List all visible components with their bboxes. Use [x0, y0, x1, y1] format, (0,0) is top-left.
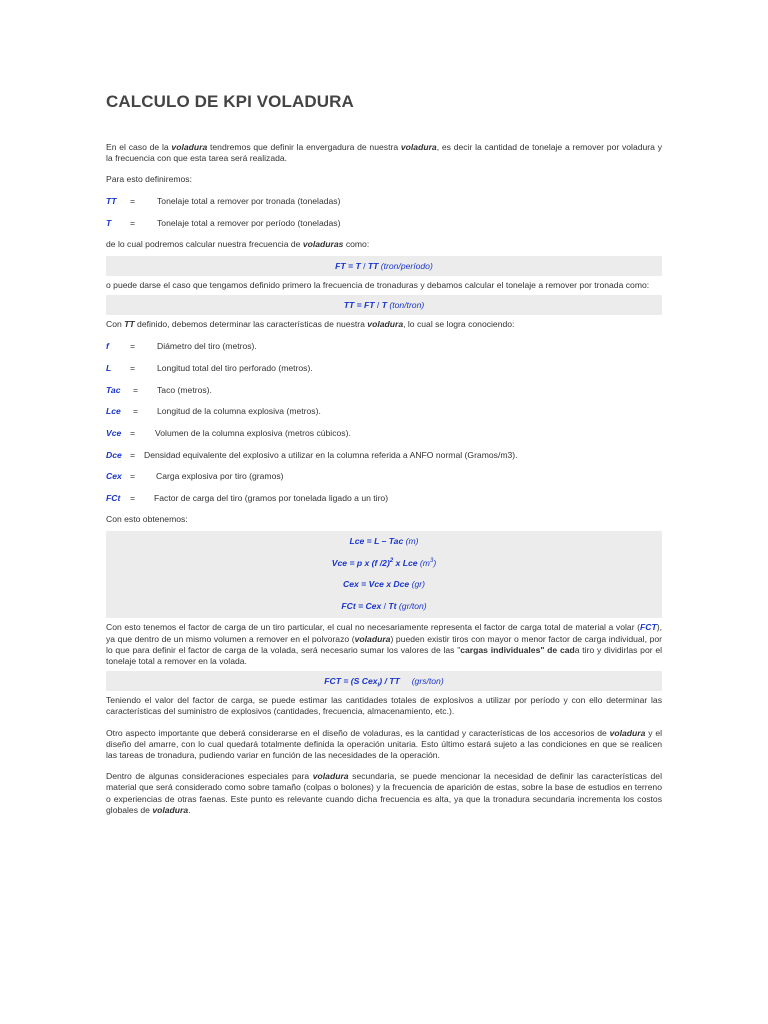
con-tt-line [106, 319, 662, 330]
factor-text-3: ) pueden existir tiros con mayor o menor factor de carga individual, por lo que para definir el factor de carga de la volada, será necesario sumar los valores de las " [106, 633, 662, 655]
otro-aspecto-keyword: voladura [609, 727, 646, 738]
intro-paragraph [106, 142, 662, 164]
formula-group-box [106, 531, 662, 618]
con-tt-text-1: Con [106, 319, 125, 330]
formula-lce-main: Lce = L – Tac [349, 536, 404, 547]
def-text: Volumen de la columna explosiva (metros cúbicos). [155, 427, 351, 438]
def-tt-text: Tonelaje total a remover por tronada (toneladas) [157, 195, 341, 206]
formula-fct-unit: (gr/ton) [396, 600, 427, 611]
def-t [106, 218, 662, 229]
def-tt [106, 196, 662, 207]
def-symbol: Lce [106, 406, 121, 417]
def-text: Factor de carga del tiro (gramos por tonelada ligado a un tiro) [154, 493, 389, 504]
formula-ft-main: FT = T [335, 261, 361, 272]
def-text: Diámetro del tiro (metros). [157, 341, 257, 352]
def-t-eq: = [130, 217, 136, 228]
formula-ft-unit: (tron/período) [378, 261, 433, 272]
para-esto: Para esto definiremos: [106, 174, 192, 185]
formula-vce [106, 558, 662, 569]
intro-text-3: , es decir la cantidad de tonelaje a remover por voladura y la frecuencia con que esta tarea será realizada. [106, 142, 662, 164]
def-symbol: f [106, 341, 109, 352]
formula-vce-main-b: x Lce [393, 557, 418, 568]
intro-keyword-1: voladura [171, 142, 208, 152]
document-body [106, 142, 662, 816]
dentro-keyword-1: voladura [312, 771, 349, 782]
def-row [106, 450, 662, 461]
def-row [106, 385, 662, 396]
intro-text-1: En el caso de la [106, 142, 172, 152]
def-text: Taco (metros). [157, 384, 212, 395]
formula-vce-main-a: Vce = p x (f /2) [331, 557, 390, 568]
formula-vce-unit-b: ) [433, 557, 437, 568]
def-eq: = [130, 362, 136, 373]
formula-cex [106, 579, 662, 590]
formula-tt-unit: (ton/tron) [386, 300, 425, 311]
def-symbol: L [106, 362, 112, 373]
frequency-text-2: como: [343, 239, 370, 250]
def-row [106, 493, 662, 504]
teniendo-paragraph: Teniendo el valor del factor de carga, se puede estimar las cantidades totales de explosivos a utilizar por período y con ello determinar las características del suministro de explosivos (cantidades, frecuencia, almacenamiento, etc.). [106, 695, 662, 717]
formula-fct-total-main-a: FCT = (S Cex [324, 676, 378, 687]
def-eq: = [130, 471, 136, 482]
def-row [106, 341, 662, 352]
otro-aspecto-text-2: y el diseño del amarre, con lo cual quedará totalmente definida la operación unitaria. Esto último estará sujeto a las condiciones en que se realicen las tareas de tronadura, pudiendo variar en función de las necesidades de la operación. [106, 727, 663, 761]
def-row [106, 471, 662, 482]
factor-text-4: a tiro y dividirlas por el tonelaje total a remover en la volada. [106, 644, 663, 667]
def-tt-eq: = [130, 195, 136, 206]
def-row [106, 363, 662, 374]
formula-tt-main2: T [381, 300, 387, 311]
def-eq: = [130, 493, 136, 504]
def-row [106, 406, 662, 417]
def-tt-symbol: TT [106, 195, 117, 206]
otro-aspecto-paragraph [106, 728, 662, 762]
con-tt-keyword-1: TT [124, 319, 135, 330]
def-eq: = [130, 427, 136, 438]
def-symbol: Tac [106, 384, 121, 395]
def-symbol: Vce [106, 427, 122, 438]
formula-cex-main: Cex = Vce x Dce [343, 579, 410, 590]
formula-tt-main: TT = FT [343, 300, 375, 311]
factor-text-2: ), ya que dentro de un mismo volumen a remover en el polvorazo ( [106, 622, 662, 644]
dentro-text-1: Dentro de algunas consideraciones especiales para [106, 771, 313, 782]
formula-lce [106, 536, 662, 547]
def-eq: = [130, 341, 136, 352]
formula-cex-unit: (gr) [409, 579, 425, 590]
factor-paragraph [106, 622, 662, 667]
def-symbol: FCt [106, 493, 121, 504]
def-text: Carga explosiva por tiro (gramos) [156, 471, 284, 482]
formula-fct-main2: Tt [388, 600, 397, 611]
dentro-paragraph [106, 771, 662, 816]
con-tt-keyword-2: voladura [367, 319, 404, 330]
formula-vce-unit-exponent: 3 [429, 558, 434, 565]
formula-vce-unit-a: (m [417, 557, 430, 568]
def-text: Longitud total del tiro perforado (metros). [157, 362, 313, 373]
formula-tt-slash: / [374, 300, 382, 311]
frequency-keyword: voladuras [302, 239, 344, 250]
formula-fct-total-box [106, 671, 662, 691]
formula-fct-total-main-b: ) / TT [379, 676, 400, 687]
formula-lce-unit: (m) [403, 536, 419, 547]
def-text: Longitud de la columna explosiva (metros). [157, 406, 321, 417]
factor-keyword-voladura: voladura [354, 633, 391, 644]
formula-fct-main: FCt = Cex [341, 600, 382, 611]
def-eq: = [133, 406, 139, 417]
def-row [106, 428, 662, 439]
formula-ft-box [106, 256, 662, 276]
dentro-keyword-2: voladura [152, 804, 189, 815]
dentro-text-2: secundaria, se puede mencionar la necesidad de definir las características del material que será considerado como sobre tamaño (colpas o bolones) y la frecuencia de aparición de estas, sobre la base de estudios en terreno o experiencias de otras faenas. Este punto es relevante cuando dicha frecuencia es alta, ya que la tronadura secundaria incrementa los costos globales de [106, 771, 662, 815]
otro-aspecto-text-1: Otro aspecto importante que deberá considerarse en el diseño de voladuras, es la cantidad y características de los accesorios de [106, 727, 610, 738]
variable-definitions [106, 341, 662, 504]
dentro-text-3: . [188, 804, 191, 815]
def-symbol: Dce [106, 449, 122, 460]
intro-text-2: tendremos que definir la envergadura de nuestra [207, 142, 401, 152]
formula-fct [106, 601, 662, 612]
formula-ft-main2: TT [367, 261, 379, 272]
formula-ft-slash: / [360, 261, 368, 272]
con-tt-text-2: definido, debemos determinar las características de nuestra [134, 319, 368, 330]
con-tt-text-3: , lo cual se logra conociendo: [403, 319, 515, 330]
def-eq: = [130, 449, 136, 460]
alternative-paragraph: o puede darse el caso que tengamos definido primero la frecuencia de tronaduras y debamos calcular el tonelaje a remover por tronada como: [106, 280, 650, 291]
formula-tt-box [106, 295, 662, 315]
factor-text-1: Con esto tenemos el factor de carga de un tiro particular, el cual no necesariamente representa el factor de carga total de material a volar ( [106, 622, 641, 633]
con-esto-line: Con esto obtenemos: [106, 514, 188, 525]
def-text: Densidad equivalente del explosivo a utilizar en la columna referida a ANFO normal (Gramos/m3). [144, 449, 518, 460]
intro-keyword-2: voladura [400, 142, 437, 152]
formula-fct-slash: / [381, 600, 389, 611]
def-t-symbol: T [106, 217, 112, 228]
formula-fct-total-subscript: i [377, 682, 380, 689]
factor-keyword-fct: FCT [640, 622, 657, 633]
frequency-text-1: de lo cual podremos calcular nuestra frecuencia de [106, 239, 303, 250]
def-symbol: Cex [106, 471, 122, 482]
def-eq: = [133, 384, 139, 395]
frequency-line [106, 239, 662, 250]
formula-vce-exponent: 2 [389, 558, 394, 565]
page-title: CALCULO DE KPI VOLADURA [106, 92, 354, 111]
formula-fct-total-unit: (grs/ton) [399, 676, 444, 687]
def-t-text: Tonelaje total a remover por período (toneladas) [157, 217, 341, 228]
factor-keyword-cargas: cargas individuales" de cad [460, 644, 575, 655]
